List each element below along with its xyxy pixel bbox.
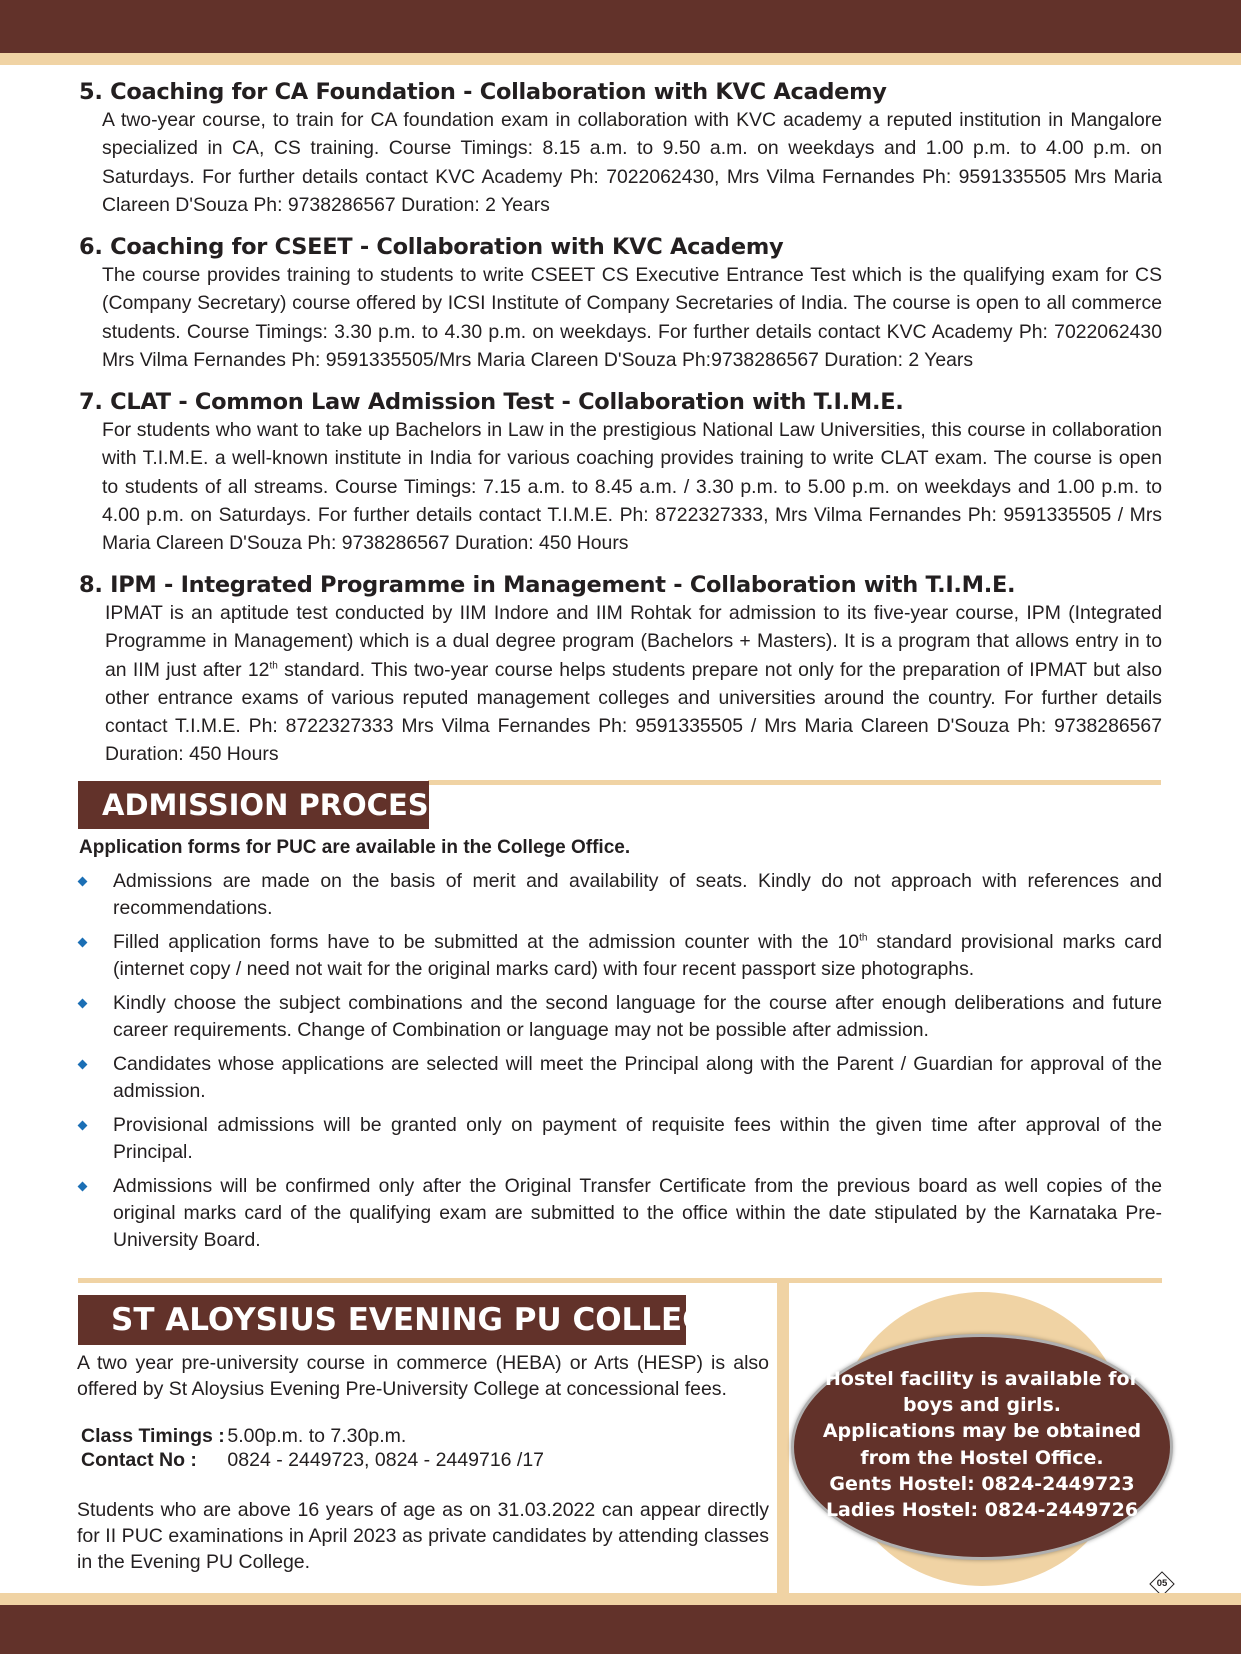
contact-value: 0824 - 2449723, 0824 - 2449716 /17 — [227, 1449, 545, 1471]
course-cseet — [79, 233, 1162, 374]
footer-band — [0, 1605, 1241, 1654]
list-item: Admissions will be confirmed only after the Original Transfer Certificate from the previous board as well copies of the original marks card of the qualifying exam are submitted to the office within the date stipulated by the Karnataka Pre-University Board. — [79, 1173, 1162, 1254]
evening-note: Students who are above 16 years of age as on 31.03.2022 can appear directly for II PUC examinations in April 2023 as private candidates by attending classes in the Evening PU College. — [77, 1499, 769, 1573]
header-band — [0, 0, 1241, 53]
course-description: A two-year course, to train for CA foundation exam in collaboration with KVC academy a reputed institution in Mangalore specialized in CA, CS training. Course Timings: 8.15 a.m. to 9.50 a.m. on weekdays and 1.00 p.m. to 4.00 p.m. on Saturdays. For further details contact KVC Academy Ph: 7022062430, Mrs Vilma Fernandes Ph: 9591335505 Mrs Maria Clareen D'Souza Ph: 9738286567 Duration: 2 Years — [102, 109, 1162, 216]
evening-college-heading: ST ALOYSIUS EVENING PU COLLEGE — [78, 1295, 686, 1345]
course-title: 7. CLAT - Common Law Admission Test - Collaboration with T.I.M.E. — [79, 389, 904, 415]
course-ipm — [79, 571, 1162, 769]
course-title: 6. Coaching for CSEET - Collaboration with KVC Academy — [79, 234, 784, 260]
course-ca-foundation — [79, 78, 1162, 219]
header-stripe — [0, 53, 1241, 65]
admission-heading: ADMISSION PROCESS — [78, 781, 429, 829]
class-timings-row — [81, 1424, 544, 1448]
evening-intro: A two year pre-university course in commerce (HEBA) or Arts (HESP) is also offered by St Aloysius Evening Pre-University College at concessional fees. — [77, 1352, 769, 1400]
admission-lead: Application forms for PUC are available in the College Office. — [79, 837, 631, 858]
section-rule — [428, 780, 1161, 785]
evening-details — [81, 1424, 544, 1472]
course-title: 5. Coaching for CA Foundation - Collaboration with KVC Academy — [79, 79, 887, 105]
list-item: Candidates whose applications are selected will meet the Principal along with the Parent / Guardian for approval of the admission. — [79, 1051, 1162, 1105]
footer-stripe — [0, 1593, 1241, 1605]
course-description: For students who want to take up Bachelors in Law in the prestigious National Law Universities, this course in collaboration with T.I.M.E. a well-known institute in India for various coaching provides training to write CLAT exam. The course is open to students of all streams. Course Timings: 7.15 a.m. to 8.45 a.m. / 3.30 p.m. to 5.00 p.m. on weekdays and 1.00 p.m. to 4.00 p.m. on Saturdays. For further details contact T.I.M.E. Ph: 8722327333, Mrs Vilma Fernandes Ph: 9591335505 / Mrs Maria Clareen D'Souza Ph: 9738286567 Duration: 450 Hours — [102, 419, 1162, 555]
bullet-icon — [78, 1121, 88, 1131]
admission-list — [79, 868, 1162, 1261]
bullet-icon — [78, 877, 88, 887]
class-timings-label: Class Timings : — [81, 1425, 225, 1447]
section-rule — [78, 1278, 1162, 1283]
contact-row — [81, 1448, 544, 1472]
bullet-icon — [78, 938, 88, 948]
class-timings-value: 5.00p.m. to 7.30p.m. — [227, 1425, 407, 1447]
bullet-icon — [78, 999, 88, 1009]
page-number: 05 — [1150, 1572, 1174, 1596]
hostel-info: Hostel facility is available for boys and girls. Applications may be obtained from the Hostel Office. Gents Hostel: 0824-2449723 Ladies Hostel: 0824-2449726 — [822, 1368, 1142, 1522]
course-clat — [79, 388, 1162, 557]
course-description: IPMAT is an aptitude test conducted by IIM Indore and IIM Rohtak for admission to its five-year course, IPM (Integrated Programme in Management) which is a dual degree program (Bachelors + Masters). It is a program that allows entry in to an IIM just after 12th standard. This two-year course helps students prepare not only for the preparation of IPMAT but also other entrance exams of various reputed management colleges and universities around the country. For further details contact T.I.M.E. Ph: 8722327333 Mrs Vilma Fernandes Ph: 9591335505 / Mrs Maria Clareen D'Souza Ph: 9738286567 Duration: 450 Hours — [105, 602, 1162, 766]
contact-label: Contact No : — [81, 1449, 197, 1471]
column-divider — [777, 1283, 789, 1593]
bullet-icon — [78, 1060, 88, 1070]
course-title: 8. IPM - Integrated Programme in Management - Collaboration with T.I.M.E. — [79, 572, 1016, 598]
bullet-icon — [78, 1182, 88, 1192]
list-item: Admissions are made on the basis of merit and availability of seats. Kindly do not approach with references and recommendations. — [79, 868, 1162, 922]
course-description: The course provides training to students to write CSEET CS Executive Entrance Test which is the qualifying exam for CS (Company Secretary) course offered by ICSI Institute of Company Secretaries of India. The course is open to all commerce students. Course Timings: 3.30 p.m. to 4.30 p.m. on weekdays. For further details contact KVC Academy Ph: 7022062430 Mrs Vilma Fernandes Ph: 9591335505/Mrs Maria Clareen D'Souza Ph:9738286567 Duration: 2 Years — [102, 264, 1162, 371]
list-item: Provisional admissions will be granted only on payment of requisite fees within the given time after approval of the Principal. — [79, 1112, 1162, 1166]
list-item: Kindly choose the subject combinations and the second language for the course after enough deliberations and future career requirements. Change of Combination or language may not be possible after admission. — [79, 990, 1162, 1044]
list-item: Filled application forms have to be submitted at the admission counter with the 10th standard provisional marks card (internet copy / need not wait for the original marks card) with four recent passport size photographs. — [79, 929, 1162, 983]
